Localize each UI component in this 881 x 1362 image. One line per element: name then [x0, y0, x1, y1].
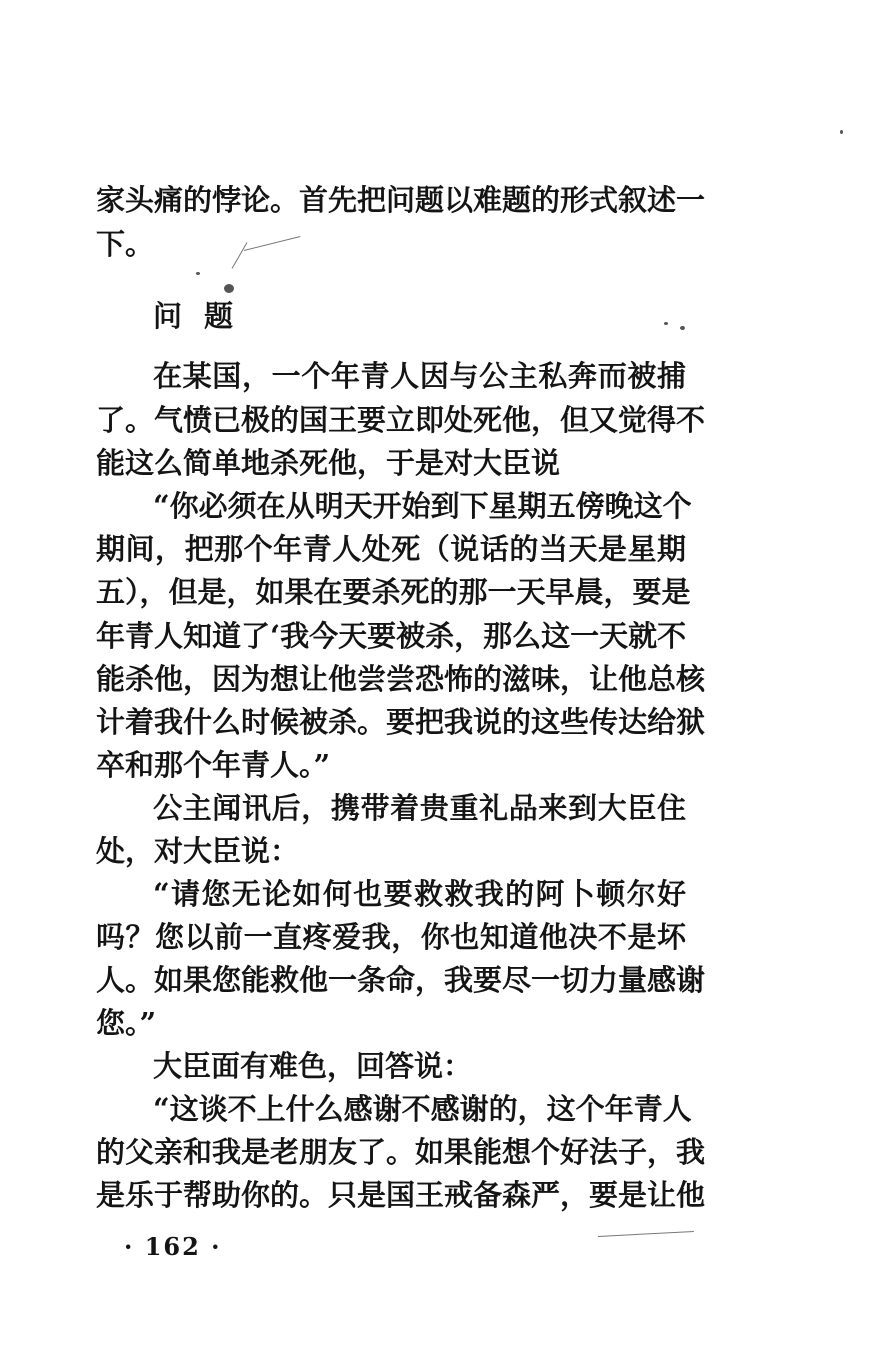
text-line: 是乐于帮助你的。只是国王戒备森严，要是让他	[96, 1178, 706, 1212]
text-line: 处，对大臣说：	[96, 834, 300, 868]
text-line: 您。”	[96, 1006, 157, 1040]
text-line: 卒和那个年青人。”	[96, 748, 331, 782]
text-line: 的父亲和我是老朋友了。如果能想个好法子，我	[96, 1135, 706, 1169]
scan-artifact	[224, 284, 234, 293]
text-line: 下。	[96, 227, 155, 261]
page-number: · 162 ·	[124, 1232, 222, 1261]
scan-artifact	[680, 326, 685, 330]
text-line: 家头痛的悖论。首先把问题以难题的形式叙述一	[96, 183, 706, 217]
text-line: 年青人知道了‘我今天要被杀，那么这一天就不	[96, 619, 687, 653]
text-line: 五），但是，如果在要杀死的那一天早晨，要是	[96, 575, 691, 609]
text-line: “这谈不上什么感谢不感谢的，这个年青人	[153, 1092, 692, 1126]
text-line: 期间，把那个年青人处死（说话的当天是星期	[96, 532, 686, 566]
text-line: “你必须在从明天开始到下星期五傍晚这个	[153, 489, 692, 523]
text-line: 计着我什么时候被杀。要把我说的这些传达给狱	[96, 705, 706, 739]
text-line: 大臣面有难色，回答说：	[153, 1049, 473, 1083]
scan-artifact	[664, 322, 668, 325]
scan-artifact	[598, 1231, 694, 1237]
scan-artifact	[196, 272, 200, 275]
text-line: 在某国，一个年青人因与公主私奔而被捕	[153, 359, 686, 393]
text-line: 公主闻讯后，携带着贵重礼品来到大臣住	[153, 791, 686, 825]
text-line: 能杀他，因为想让他尝尝恐怖的滋味，让他总核	[96, 662, 706, 696]
text-line: 能这么简单地杀死他，于是对大臣说	[96, 446, 561, 480]
section-heading: 问题	[153, 299, 256, 333]
text-line: 了。气愤已极的国王要立即处死他，但又觉得不	[96, 403, 706, 437]
scan-artifact	[840, 130, 843, 134]
text-line: 人。如果您能救他一条命，我要尽一切力量感谢	[96, 963, 706, 997]
text-line: “请您无论如何也要救救我的阿卜顿尔好	[153, 877, 686, 911]
text-line: 吗？您以前一直疼爱我，你也知道他决不是坏	[96, 920, 686, 954]
